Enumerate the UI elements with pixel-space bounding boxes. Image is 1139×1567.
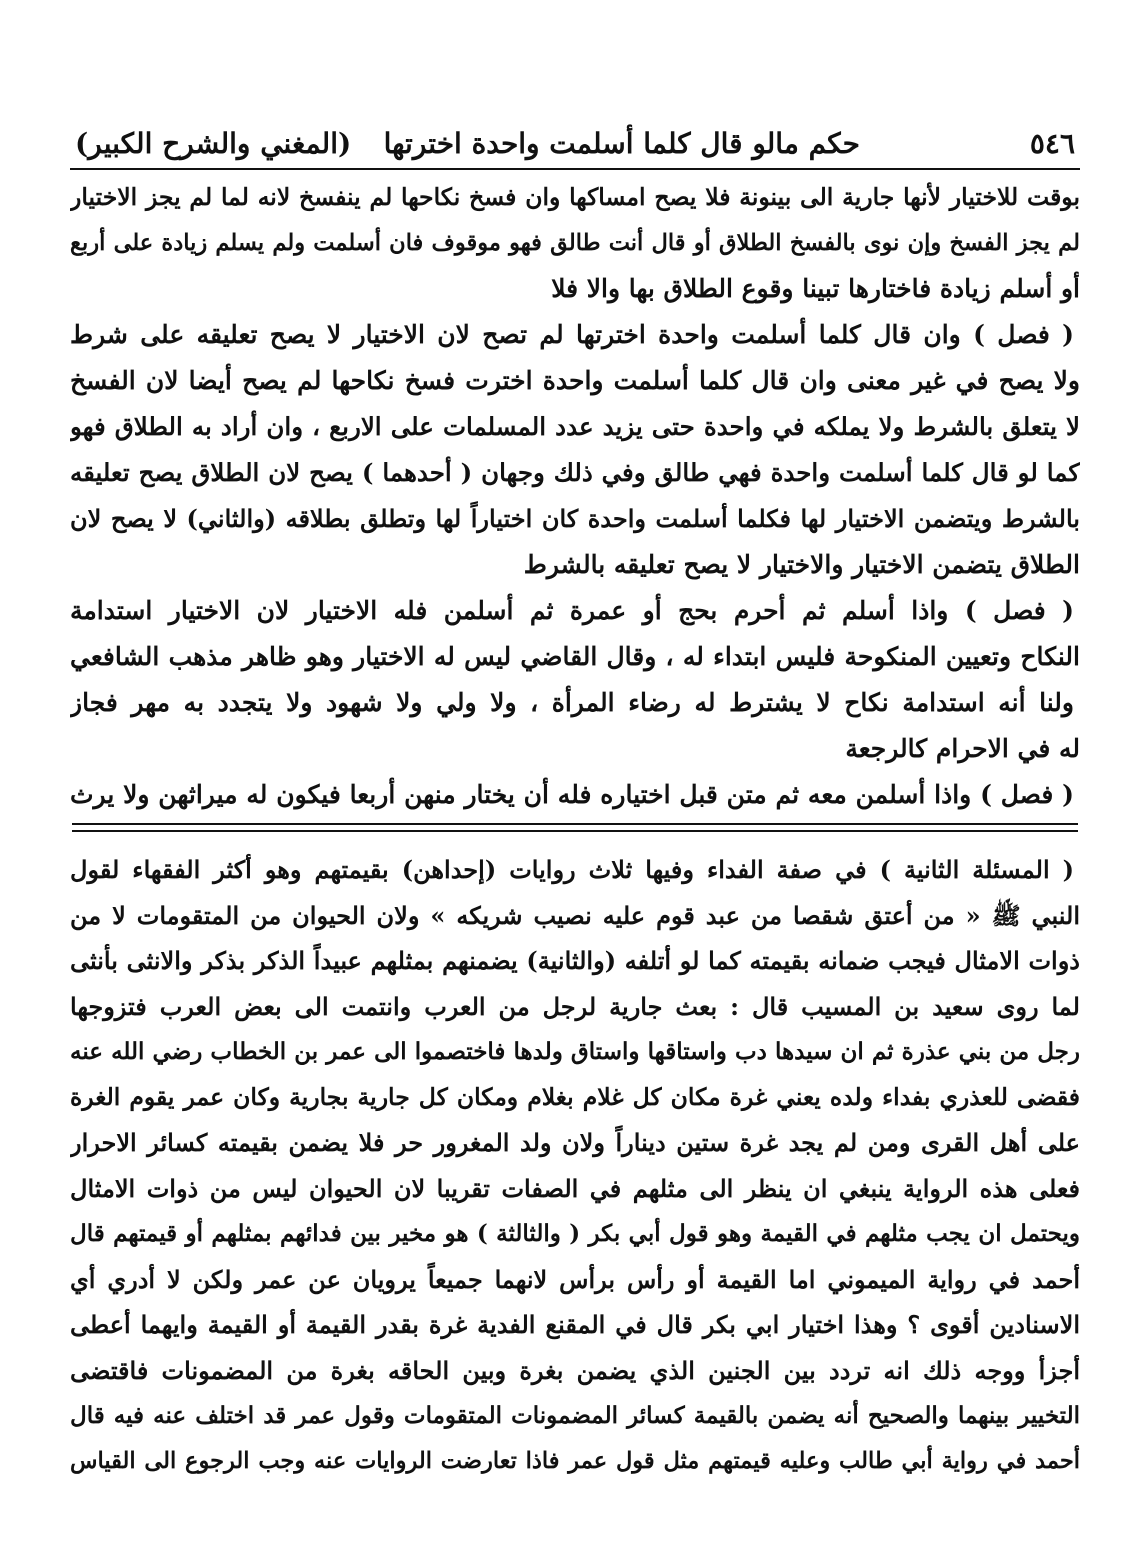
text-line: أجزأ ووجه ذلك انه تردد بين الجنين الذي يضمن بغرة وبين الحاقه بغرة من المضمونات فاقتضى: [70, 1355, 1080, 1385]
section-heading-line: ( فصل ) واذا أسلمن معه ثم متن قبل اختياره فله أن يختار منهن أربعا فيكون له ميراثهن ولا يرث: [70, 780, 1074, 809]
page-number: ٥٤٦: [1029, 127, 1075, 160]
commentary-text: [70, 847, 1080, 1484]
text-line: ويحتمل ان يجب مثلهم في القيمة وهو قول أبي بكر ( والثالثة ) هو مخير بين فدائهم بمثلهم أو قيمتهم قال: [70, 1220, 1080, 1247]
text-line: بالشرط ويتضمن الاختيار لها فكلما أسلمت واحدة كان اختياراً لها وتطلق بطلاقه (والثاني) لا يصح لان: [70, 504, 1080, 533]
text-line: أو أسلم زيادة فاختارها تبينا وقوع الطلاق بها والا فلا: [551, 274, 1080, 303]
text-line: ذوات الامثال فيجب ضمانه بقيمته كما لو أتلفه (والثانية) يضمنهم بمثلهم عبيداً الذكر بذكر والانثى بأنثى: [70, 946, 1080, 975]
text-line: الطلاق يتضمن الاختيار والاختيار لا يصح تعليقه بالشرط: [523, 550, 1080, 579]
main-text: [70, 174, 1080, 818]
text-line: النكاح وتعيين المنكوحة فليس ابتداء له ، وقال القاضي ليس له الاختيار وهو ظاهر مذهب الشافعي: [70, 642, 1080, 671]
text-line: على أهل القرى ومن لم يجد غرة ستين ديناراً ولان ولد المغرور حر فلا يضمن بقيمته كسائر الاحرار: [70, 1128, 1080, 1157]
running-header: [75, 122, 1075, 172]
section-heading-line: ( فصل ) واذا أسلم ثم أحرم بحج أو عمرة ثم أسلمن فله الاختيار لان الاختيار استدامة: [70, 596, 1074, 625]
text-line: التخيير بينهما والصحيح أنه يضمن بالقيمة كسائر المضمونات المتقومات وقول عمر قد اختلف عنه فيه قال: [70, 1402, 1080, 1429]
book-title: (المغني والشرح الكبير): [75, 127, 352, 160]
text-line: ( المسئلة الثانية ) في صفة الفداء وفيها ثلاث روايات (إحداهن) بقيمتهم وهو أكثر الفقهاء لقول: [70, 855, 1075, 884]
text-line: كما لو قال كلما أسلمت واحدة فهي طالق وفي ذلك وجهان ( أحدهما ) يصح لان الطلاق يصح تعليقه: [70, 458, 1080, 487]
text-line: لما روى سعيد بن المسيب قال : بعث جارية لرجل من العرب وانتمت الى بعض العرب فتزوجها: [70, 991, 1080, 1021]
text-line: أحمد في رواية الميموني اما القيمة أو رأس برأس لانهما جميعاً يرويان عن عمر ولكن لا أدري أي: [70, 1264, 1080, 1294]
text-line: لم يجز الفسخ وإن نوى بالفسخ الطلاق أو قال أنت طالق فهو موقوف فان أسلمت ولم يسلم زيادة على أربع: [70, 230, 1080, 256]
text-line: رجل من بني عذرة ثم ان سيدها دب واستاقها واستاق ولدها فاختصموا الى عمر بن الخطاب رضي الله عنه: [70, 1038, 1080, 1065]
text-line: فقضى للعذري بفداء ولده يعني غرة مكان كل غلام بغلام ومكان كل جارية بجارية وكان عمر يقوم الغرة: [70, 1082, 1080, 1111]
section-title: حكم مالو قال كلما أسلمت واحدة اخترتها: [383, 127, 860, 160]
text-line: لا يتعلق بالشرط ولا يملكه في واحدة حتى يزيد عدد المسلمات على الاربع ، وان أراد به الطلاق فهو: [70, 412, 1080, 441]
section-divider: [72, 830, 1078, 832]
header-rule: [70, 168, 1080, 170]
text-line: الاسنادين أقوى ؟ وهذا اختيار ابي بكر قال في المقنع الفدية غرة بقدر القيمة أو القيمة وايهما أعطى: [70, 1310, 1080, 1339]
text-line: ولا يصح في غير معنى وان قال كلما أسلمت واحدة اخترت فسخ نكاحها لم يصح أيضا لان الفسخ: [70, 366, 1080, 395]
section-divider: [72, 823, 1078, 825]
text-line: فعلى هذه الرواية ينبغي ان ينظر الى مثلهم في الصفات تقريبا لان الحيوان ليس من ذوات الامثال: [70, 1173, 1080, 1203]
section-heading-line: ( فصل ) وان قال كلما أسلمت واحدة اخترتها لم تصح لان الاختيار لا يصح تعليقه على شرط: [70, 320, 1074, 349]
text-line: بوقت للاختيار لأنها جارية الى بينونة فلا يصح امساكها وان فسخ نكاحها لم ينفسخ لانه لما لم يجز الاختيار: [70, 183, 1080, 211]
text-line: له في الاحرام كالرجعة: [845, 734, 1080, 763]
text-line: أحمد في رواية أبي طالب وعليه قيمتهم مثل قول عمر فاذا تعارضت الروايات عنه وجب الرجوع الى القياس: [70, 1447, 1080, 1474]
text-line: ولنا أنه استدامة نكاح لا يشترط له رضاء المرأة ، ولا ولي ولا شهود ولا يتجدد به مهر فجاز: [70, 688, 1074, 717]
text-line: النبي ﷺ « من أعتق شقصا من عبد قوم عليه نصيب شريكه » ولان الحيوان من المتقومات لا من: [70, 900, 1080, 930]
